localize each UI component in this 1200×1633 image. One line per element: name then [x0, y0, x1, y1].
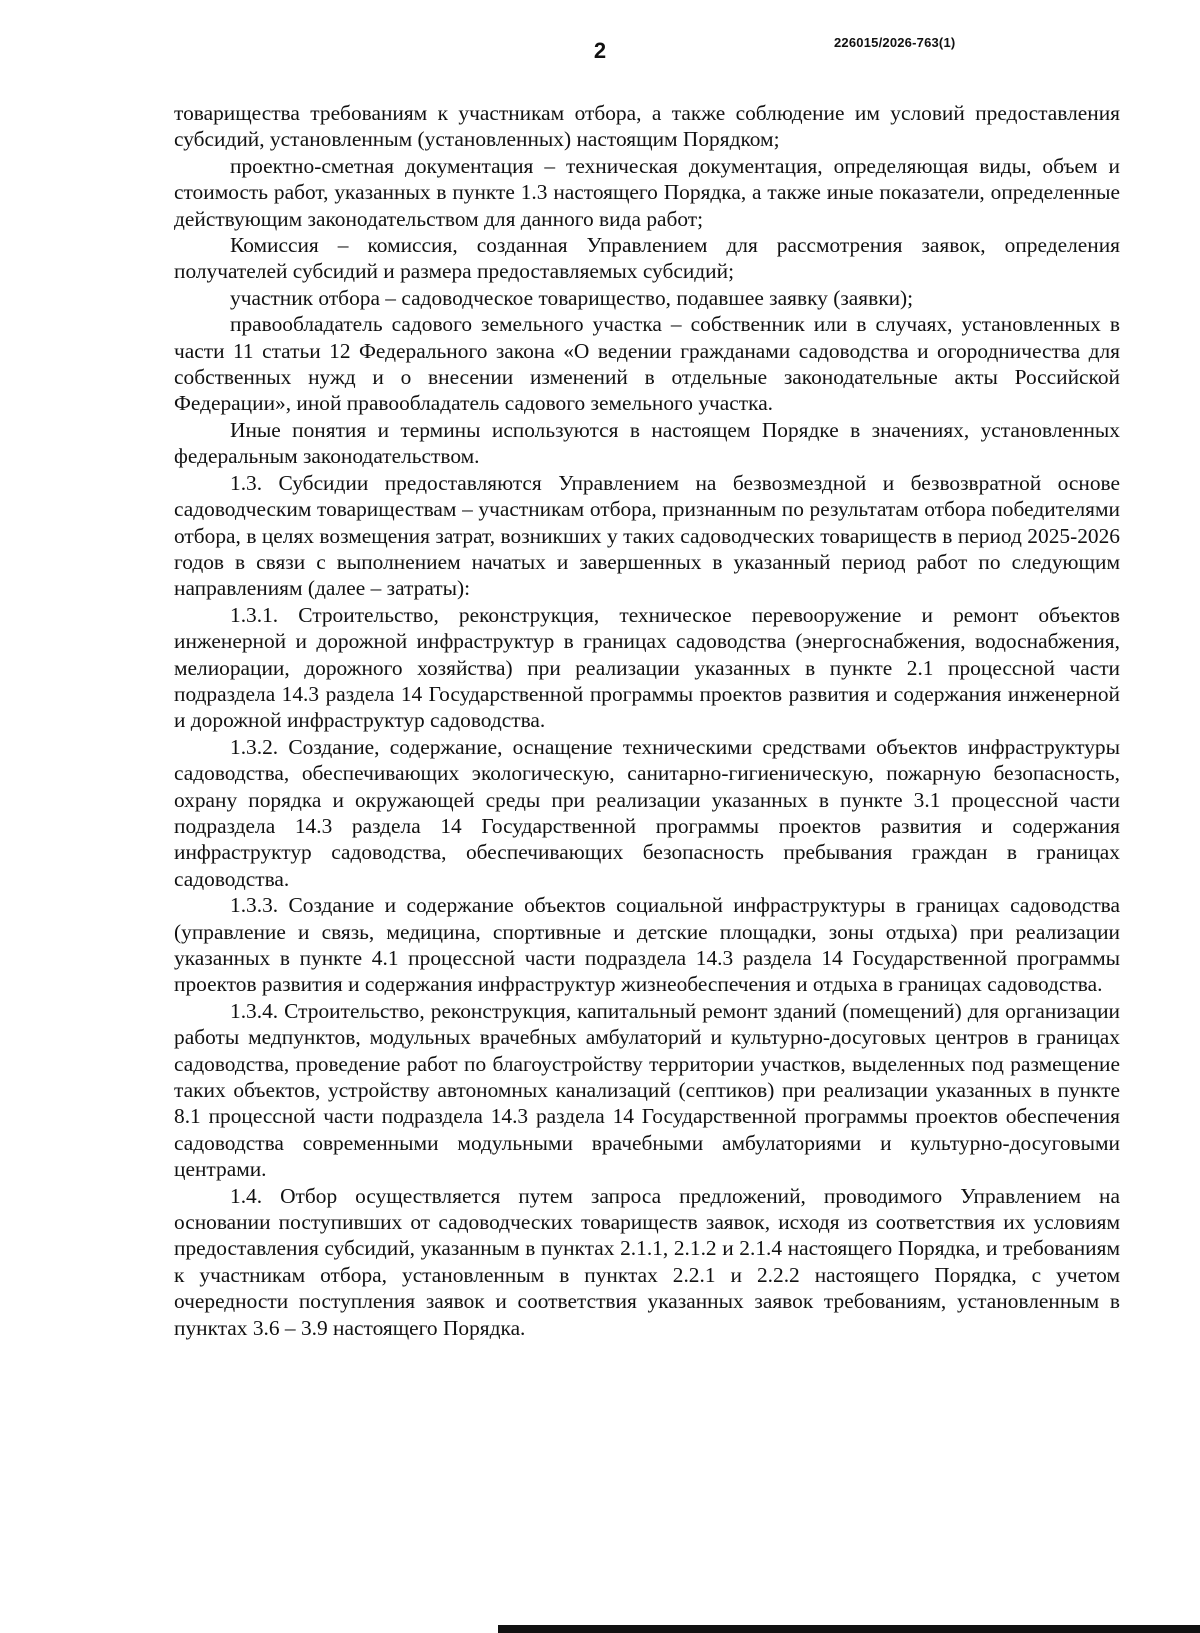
paragraph-continuation: товарищества требованиям к участникам отбора, а также соблюдение им условий предоставления субсидий, установленным (установленных) настоящим Порядком; — [174, 101, 1120, 152]
paragraph-1-3-4: 1.3.4. Строительство, реконструкция, капитальный ремонт зданий (помещений) для организации работы медпунктов, модульных врачебных амбулаторий и культурно-досуговых центров в границах садоводства, проведение работ по благоустройству территории участков, выделенных под размещение таких объектов, устройству автономных канализаций (септиков) при реализации указанных в пункте 8.1 процессной части подраздела 14.3 раздела 14 Государственной программы проектов обеспечения садоводства современными модульными врачебными амбулаториями и культурно-досуговыми центрами. — [174, 998, 1120, 1182]
document-id: 226015/2026-763(1) — [834, 35, 956, 50]
paragraph-1-4: 1.4. Отбор осуществляется путем запроса предложений, проводимого Управлением на основании поступивших от садоводческих товариществ заявок, исходя из соответствия их условиям предоставления субсидий, указанным в пунктах 2.1.1, 2.1.2 и 2.1.4 настоящего Порядка, и требованиям к участникам отбора, установленным в пунктах 2.2.1 и 2.2.2 настоящего Порядка, с учетом очередности поступления заявок и соответствия указанных заявок требованиям, установленным в пунктах 3.6 – 3.9 настоящего Порядка. — [174, 1183, 1120, 1340]
paragraph-other-terms: Иные понятия и термины используются в настоящем Порядке в значениях, установленных федеральным законодательством. — [174, 417, 1120, 469]
paragraph-1-3-2: 1.3.2. Создание, содержание, оснащение техническими средствами объектов инфраструктуры садоводства, обеспечивающих экологическую, санитарно-гигиеническую, пожарную безопасность, охрану порядка и окружающей среды при реализации указанных в пункте 3.1 процессной части подраздела 14.3 раздела 14 Государственной программы проектов развития и содержания инфраструктур садоводства, обеспечивающих безопасность пребывания граждан в границах садоводства. — [174, 734, 1120, 891]
paragraph-definition-rightholder: правообладатель садового земельного участка – собственник или в случаях, установленных в части 11 статьи 12 Федерального закона «О ведении гражданами садоводства и огородничества для собственных нужд и о внесении изменений в отдельные законодательные акты Российской Федерации», иной правообладатель садового земельного участка. — [174, 312, 1120, 416]
paragraph-definition-commission: Комиссия – комиссия, созданная Управлением для рассмотрения заявок, определения получателей субсидий и размера предоставляемых субсидий; — [174, 233, 1120, 284]
paragraph-1-3-3: 1.3.3. Создание и содержание объектов социальной инфраструктуры в границах садоводства (управление и связь, медицина, спортивные и детские площадки, зоны отдыха) при реализации указанных в пункте 4.1 процессной части подраздела 14.3 раздела 14 Государственной программы проектов развития и содержания инфраструктур жизнеобеспечения и отдыха в границах садоводства. — [174, 893, 1120, 997]
document-body — [174, 100, 1120, 1341]
scan-bottom-edge — [498, 1625, 1200, 1633]
paragraph-1-3: 1.3. Субсидии предоставляются Управлением на безвозмездной и безвозвратной основе садоводческим товариществам – участникам отбора, признанным по результатам отбора победителями отбора, в целях возмещения затрат, возникших у таких садоводческих товариществ в период 2025-2026 годов в связи с выполнением начатых и завершенных в указанный период работ по следующим направлениям (далее – затраты): — [174, 470, 1120, 601]
paragraph-1-3-1: 1.3.1. Строительство, реконструкция, техническое перевооружение и ремонт объектов инженерной и дорожной инфраструктур в границах садоводства (энергоснабжения, водоснабжения, мелиорации, дорожного хозяйства) при реализации указанных в пункте 2.1 процессной части подраздела 14.3 раздела 14 Государственной программы проектов развития и содержания инженерной и дорожной инфраструктур садоводства. — [174, 602, 1120, 733]
paragraph-definition-design-docs: проектно-сметная документация – техническая документация, определяющая виды, объем и стоимость работ, указанных в пункте 1.3 настоящего Порядка, а также иные показатели, определенные действующим законодательством для данного вида работ; — [174, 153, 1120, 231]
page-number: 2 — [593, 38, 607, 63]
paragraph-definition-participant: участник отбора – садоводческое товарищество, подавшее заявку (заявки); — [230, 285, 914, 310]
